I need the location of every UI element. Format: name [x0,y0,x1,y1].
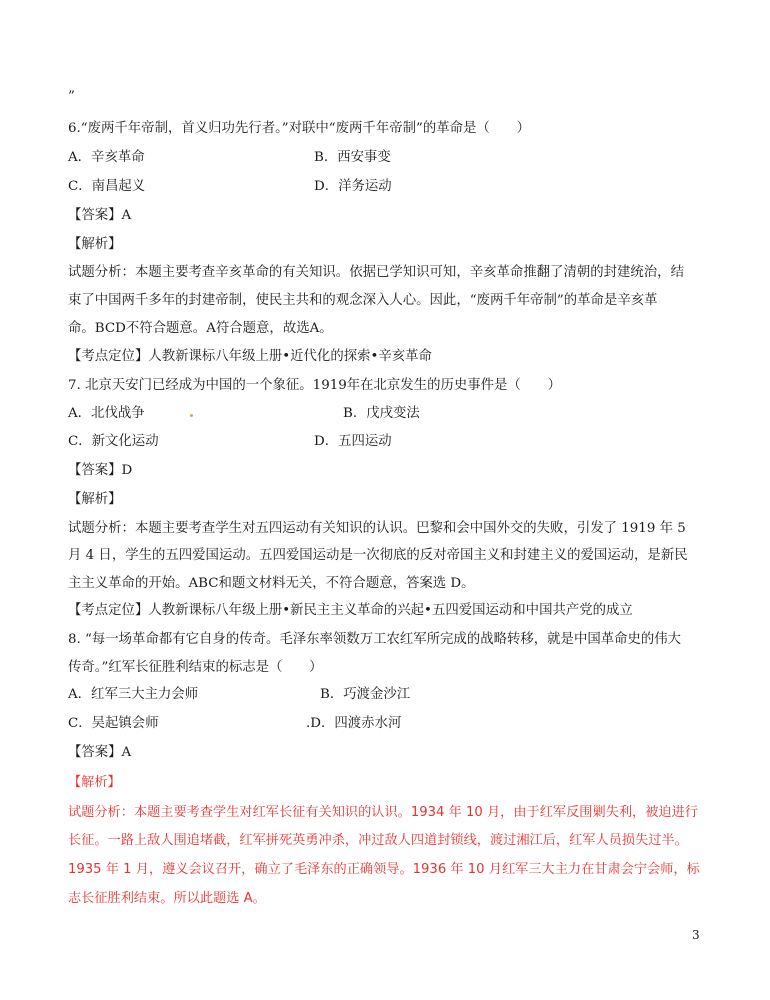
option-c: C．新文化运动 [68,434,159,449]
analysis-text: 月 4 日，学生的五四爱国运动。五四爱国运动是一次彻底的反对帝国主义和封建主义的爱国运动，是新民 [68,548,688,563]
analysis-text: 主主义革命的开始。ABC和题文材料无关，不符合题意，答案选 D。 [68,576,475,591]
option-b: B．戊戌变法 [343,406,420,421]
analysis-label-red: 【解析】 [68,775,121,790]
analysis-text: 试题分析：本题主要考查辛亥革命的有关知识。依据已学知识可知，辛亥革命推翻了清朝的封建统治，结 [68,265,684,280]
option-d: D．五四运动 [314,434,392,449]
answer-label: 【答案】D [68,463,133,478]
analysis-text: 命。BCD不符合题意。A符合题意，故选A。 [68,321,333,336]
page-number: 3 [692,928,700,942]
question-6: 6.“废两千年帝制，首义归功先行者。”对联中“废两千年帝制”的革命是（ ） [68,121,530,136]
analysis-text-red: 志长征胜利结束。所以此题选 A。 [68,891,266,906]
option-c: C．吴起镇会师 [68,716,159,731]
topic-location: 【考点定位】人教新课标八年级上册•近代化的探索•辛亥革命 [68,349,432,364]
answer-label: 【答案】A [68,745,132,760]
question-8: 8. “每一场革命都有它自身的传奇。毛泽东率领数万工农红军所完成的战略转移，就是中国革命史的伟大 [68,632,682,647]
option-d: .D．四渡赤水河 [306,716,402,731]
option-c: C．南昌起义 [68,179,146,194]
question-7: 7. 北京天安门已经成为中国的一个象征。1919年在北京发生的历史事件是（ ） [68,378,561,393]
analysis-label: 【解析】 [68,237,122,252]
question-8-cont: 传奇。”红军长征胜利结束的标志是（ ） [68,660,323,675]
option-d: D．洋务运动 [314,179,392,194]
analysis-text: 试题分析：本题主要考查学生对五四运动有关知识的认识。巴黎和会中国外交的失败，引发了 1919 年 5 [68,521,686,536]
option-a: A．红军三大主力会师 [68,687,199,702]
analysis-text-red: 长征。一路上敌人围追堵截，红军拼死英勇冲杀，冲过敌人四道封锁线，渡过湘江后，红军人员损失过半。 [68,833,688,848]
option-b: B．巧渡金沙江 [320,687,411,702]
option-a: A．辛亥革命 [68,150,145,165]
analysis-text: 束了中国两千多年的封建帝制，使民主共和的观念深入人心。因此，“废两千年帝制”的革命是辛亥革 [68,293,658,308]
option-b: B．西安事变 [314,150,391,165]
text-line: ” [68,89,75,104]
option-a: A．北伐战争 [68,406,145,421]
analysis-text-red: 1935 年 1 月，遵义会议召开，确立了毛泽东的正确领导。1936 年 10 月红军三大主力在甘肃会宁会师，标 [68,862,700,877]
answer-label: 【答案】A [68,208,132,223]
analysis-label: 【解析】 [68,492,122,507]
analysis-text-red: 试题分析：本题主要考查学生对红军长征有关知识的认识。1934 年 10 月，由于红军反围剿失利，被迫进行 [68,805,698,820]
stray-dot [190,414,193,417]
topic-location: 【考点定位】人教新课标八年级上册•新民主主义革命的兴起•五四爱国运动和中国共产党的成立 [68,603,633,618]
